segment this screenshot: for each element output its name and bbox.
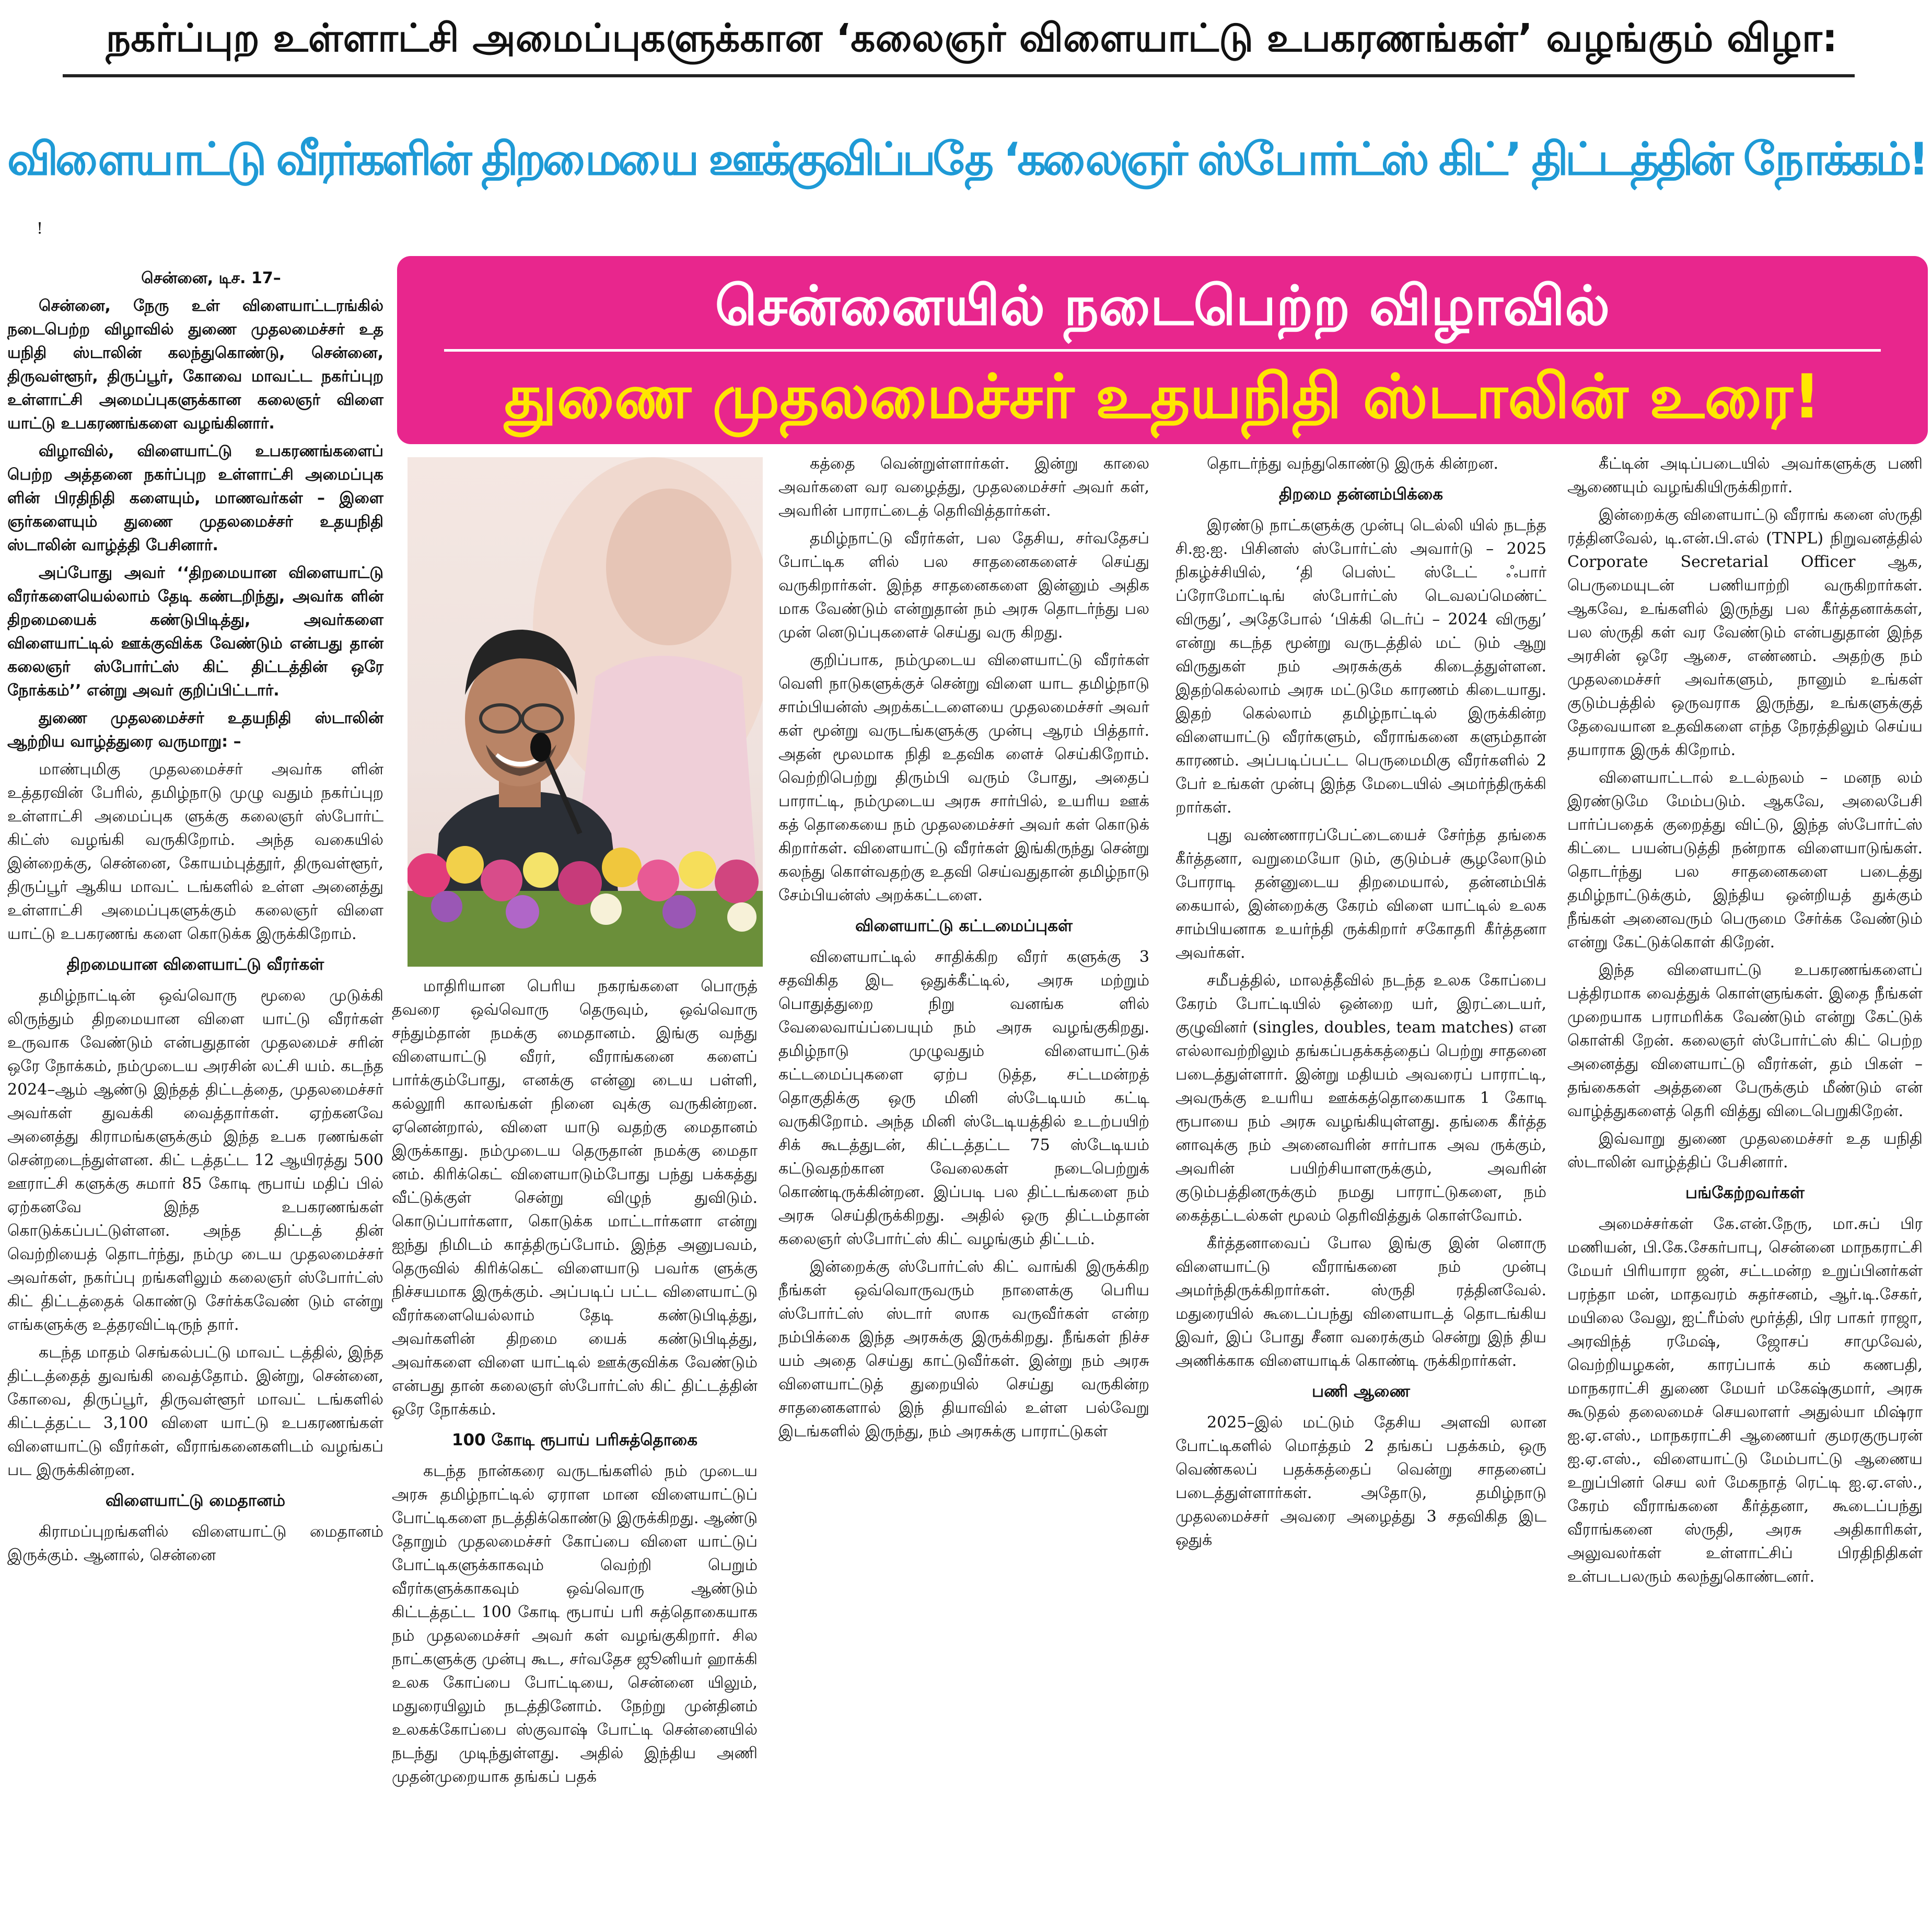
paragraph: இவ்வாறு துணை முதலமைச்சர் உத யநிதி ஸ்டாலின் வாழ்த்திப் பேசினார். bbox=[1567, 1130, 1923, 1171]
subheading: விளையாட்டு மைதானம் bbox=[105, 1491, 286, 1510]
paragraph: கடந்த மாதம் செங்கல்பட்டு மாவட் டத்தில், இந்த திட்டத்தைத் துவங்கி வைத்தோம். இன்று, சென்னை, கோவை, திருப்பூர், திருவள்ளூர் மாவட் டங்களில் கிட்டத்தட்ட 3,100 விளை யாட்டு உபகரணங்கள் விளையாட்டு வீரர்கள், வீராங்கனைகளிடம் வழங்கப் பட இருக்கின்றன. bbox=[7, 1343, 383, 1479]
paragraph: தமிழ்நாட்டு வீரர்கள், பல தேசிய, சர்வதேசப் போட்டிக ளில் பல சாதனைகளைச் செய்து வருகிறார்கள். இந்த சாதனைகளை இன்னும் அதிக மாக வேண்டும் என்றுதான் நம் அரசு தொடர்ந்து பல முன் னெடுப்புகளைச் செய்து வரு கிறது. bbox=[778, 529, 1149, 642]
paragraph: அப்போது அவர் ‘‘திறமையான விளையாட்டு வீரர்களையெல்லாம் தேடி கண்டறிந்து, அவர்க ளின் திறமையைக் கண்டுபிடித்து, அவர்களை விளையாட்டில் ஊக்குவிக்க வேண்டும் என்பது தான் கலைஞர் ஸ்போர்ட்ஸ் கிட் திட்டத்தின் ஒரே நோக்கம்’’ என்று அவர் குறிப்பிட்டார். bbox=[7, 564, 383, 700]
main-headline: விளையாட்டு வீரர்களின் திறமையை ஊக்குவிப்பதே ‘கலைஞர் ஸ்போர்ட்ஸ் கிட்’ திட்டத்தின் நோக்கம்! bbox=[7, 133, 1926, 185]
speaker-photo bbox=[408, 457, 763, 967]
column-4 bbox=[1176, 452, 1546, 1556]
subheading: 100 கோடி ரூபாய் பரிசுத்தொகை bbox=[451, 1431, 698, 1449]
kicker-rule bbox=[63, 74, 1855, 77]
paragraph: கடந்த நான்கரை வருடங்களில் நம் முடைய அரசு தமிழ்நாட்டில் ஏராள மான விளையாட்டுப் போட்டிகளை நடத்திக்கொண்டு இருக்கிறது. ஆண்டு தோறும் முதலமைச்சர் கோப்பை விளை யாட்டுப் போட்டிகளுக்காகவும் வெற்றி பெறும் வீரர்களுக்காகவும் ஒவ்வொரு ஆண்டும் கிட்டத்தட்ட 100 கோடி ரூபாய் பரி சுத்தொகையாக நம் முதலமைச்சர் அவர் கள் வழங்குகிறார். சில நாட்களுக்கு முன்பு கூட, சர்வதேச ஜூனியர் ஹாக்கி உலக கோப்பை போட்டியை, சென்னை யிலும், மதுரையிலும் நடத்தினோம். நேற்று முன்தினம் உலகக்கோப்பை ஸ்குவாஷ் போட்டி சென்னையில் நடந்து முடிந்துள்ளது. அதில் இந்திய அணி முதன்முறையாக தங்கப் பதக் bbox=[392, 1462, 758, 1786]
subheading: பங்கேற்றவர்கள் bbox=[1685, 1184, 1805, 1202]
banner-line-1: சென்னையில் நடைபெற்ற விழாவில் bbox=[715, 274, 1610, 338]
banner-line-2: துணை முதலமைச்சர் உதயநிதி ஸ்டாலின் உரை! bbox=[504, 362, 1821, 432]
paragraph: இன்றைக்கு விளையாட்டு வீராங் கனை ஸ்ருதி ரத்தினவேல், டி.என்.பி.எல் (TNPL) நிறுவனத்தில் Corporate Secretarial Officer ஆக, பெருமையுடன் பணியாற்றி வருகிறார்கள். ஆகவே, உங்களில் இருந்து பல கீர்த்தனாக்கள், பல ஸ்ருதி கள் வர வேண்டும் என்பதுதான் இந்த அரசின் ஒரே ஆசை, எண்ணம். அதற்கு நம் முதலமைச்சர் அவர்களும், நானும் உங்கள் குடும்பத்தில் ஒருவராக இருந்து, உங்களுக்குத் தேவையான உதவிகளை எந்த நேரத்திலும் செய்ய தயாராக இருக் கிறோம். bbox=[1567, 506, 1923, 759]
column-1 bbox=[7, 266, 383, 1571]
paragraph: குறிப்பாக, நம்முடைய விளையாட்டு வீரர்கள் வெளி நாடுகளுக்குச் சென்று விளை யாட தமிழ்நாடு சாம்பியன்ஸ் அறக்கட்டளையை முதலமைச்சர் அவர் கள் மூன்று வருடங்களுக்கு முன்பு ஆரம் பித்தார். அதன் மூலமாக நிதி உதவிக ளைச் செய்கிறோம். வெற்றிபெற்று திரும்பி வரும் போது, அதைப் பாராட்டி, நம்முடைய அரசு சார்பில், உயரிய ஊக் கத் தொகையை நம் முதலமைச்சர் அவர் கள் கொடுக் கிறார்கள். விளையாட்டு வீரர்கள் இங்கிருந்து சென்று கலந்து கொள்வதற்கு உதவி செய்வதுதான் தமிழ்நாடு சேம்பியன்ஸ் அறக்கட்டளை. bbox=[778, 651, 1149, 904]
banner-rule bbox=[444, 349, 1881, 352]
paragraph: இன்றைக்கு ஸ்போர்ட்ஸ் கிட் வாங்கி இருக்கிற நீங்கள் ஒவ்வொருவரும் நாளைக்கு பெரிய ஸ்போர்ட்ஸ் ஸ்டார் ஸாக வருவீர்கள் என்ற நம்பிக்கை இந்த அரசுக்கு இருக்கிறது. நீங்கள் நிச்ச யம் அதை செய்து காட்டுவீர்கள். இன்று நம் அரசு விளையாட்டுத் துறையில் செய்து வருகின்ற சாதனைகளால் இந் தியாவில் உள்ள பல்வேறு இடங்களில் இருந்து, நம் அரசுக்கு பாராட்டுகள் bbox=[778, 1258, 1149, 1441]
dateline: சென்னை, டிச. 17– bbox=[141, 269, 281, 287]
subheading: திறமையான விளையாட்டு வீரர்கள் bbox=[66, 955, 324, 974]
subheading: திறமை தன்னம்பிக்கை bbox=[1278, 485, 1444, 504]
paragraph: விழாவில், விளையாட்டு உபகரணங்களைப் பெற்ற அத்தனை நகர்ப்புற உள்ளாட்சி அமைப்புக ளின் பிரதிநிதி களையும், மாணவர்கள் – இளை ஞர்களையும் துணை முதலமைச்சர் உதயநிதி ஸ்டாலின் வாழ்த்தி பேசினார். bbox=[7, 442, 383, 554]
column-2 bbox=[392, 974, 758, 1793]
pink-banner bbox=[397, 256, 1928, 444]
lead-paragraph: சென்னை, நேரு உள் விளையாட்டரங்கில் நடைபெற்ற விழாவில் துணை முதலமைச்சர் உத யநிதி ஸ்டாலின் கலந்துகொண்டு, சென்னை, திருவள்ளூர், திருப்பூர், கோவை மாவட்ட நகர்ப்புற உள்ளாட்சி அமைப்புகளுக்கான கலைஞர் விளை யாட்டு உபகரணங்களை வழங்கினார். bbox=[7, 297, 383, 433]
paragraph: அமைச்சர்கள் கே.என்.நேரு, மா.சுப் பிர மணியன், பி.கே.சேகர்பாபு, சென்னை மாநகராட்சி மேயர் பிரியாரா ஜன், சட்டமன்ற உறுப்பினர்கள் பரந்தா மன், மாதவரம் சுதர்சனம், ஆர்.டி.சேகர், மயிலை வேலு, ஐட்ரீம்ஸ் மூர்த்தி, பிர பாகர் ராஜா, அரவிந்த் ரமேஷ், ஜோசப் சாமுவேல், வெற்றியழகன், காரப்பாக் கம் கணபதி, மாநகராட்சி துணை மேயர் மகேஷ்குமார், அரசு கூடுதல் தலைமைச் செயலாளர் அதுல்யா மிஷ்ரா ஐ.ஏ.எஸ்., மாநகராட்சி ஆணையர் குமரகுருபரன் ஐ.ஏ.எஸ்., விளையாட்டு மேம்பாட்டு ஆணைய உறுப்பினர் செய லர் மேகநாத் ரெட்டி ஐ.ஏ.எஸ்., கேரம் வீராங்கனை கீர்த்தனா, கூடைப்பந்து வீராங்கனை ஸ்ருதி, அரசு அதிகாரிகள், அலுவலர்கள் உள்ளாட்சிப் பிரதிநிதிகள் உள்படபலரும் கலந்துகொண்டனர். bbox=[1567, 1215, 1923, 1586]
subheading: விளையாட்டு கட்டமைப்புகள் bbox=[855, 916, 1073, 935]
paragraph: தமிழ்நாட்டின் ஒவ்வொரு மூலை முடுக்கி லிருந்தும் திறமையான விளை யாட்டு வீரர்கள் உருவாக வேண்டும் என்பதுதான் முதலமைச் சரின் ஒரே நோக்கம், நம்முடைய அரசின் லட்சி யம். கடந்த 2024–ஆம் ஆண்டு இந்தத் திட்டத்தை, முதலமைச்சர் அவர்கள் துவக்கி வைத்தார்கள். ஏற்கனவே அனைத்து கிராமங்களுக்கும் இந்த உபக ரணங்கள் சென்றடைந்துள்ளன. கிட் டத்தட்ட 12 ஆயிரத்து 500 ஊராட்சி களுக்கு சுமார் 85 கோடி ரூபாய் மதிப் பில் ஏற்கனவே இந்த உபகரணங்கள் கொடுக்கப்பட்டுள்ளன. அந்த திட்டத் தின் வெற்றியைத் தொடர்ந்து, நம்மு டைய முதலமைச்சர் அவர்கள், நகர்ப்பு றங்களிலும் கலைஞர் ஸ்போர்ட்ஸ் கிட் திட்டத்தைக் கொண்டு சேர்க்கவேண் டும் என்று எங்களுக்கு உத்தரவிட்டிருந் தார். bbox=[7, 987, 383, 1334]
paragraph: இந்த விளையாட்டு உபகரணங்களைப் பத்திரமாக வைத்துக் கொள்ளுங்கள். இதை நீங்கள் முறையாக பராமரிக்க வேண்டும் என்று கேட்டுக் கொள்கி றேன். கலைஞர் ஸ்போர்ட்ஸ் கிட் பெற்ற அனைத்து விளையாட்டு வீரர்கள், தம் பிகள் – தங்கைகள் அத்தனை பேருக்கும் மீண்டும் என் வாழ்த்துகளைத் தெரி வித்து விடைபெறுகிறேன். bbox=[1567, 961, 1923, 1120]
kicker-headline: நகர்ப்புற உள்ளாட்சி அமைப்புகளுக்கான ‘கலைஞர் விளையாட்டு உபகரணங்கள்’ வழங்கும் விழா: bbox=[106, 16, 1838, 61]
paragraph: தொடர்ந்து வந்துகொண்டு இருக் கின்றன. bbox=[1207, 455, 1499, 473]
paragraph: கீட்டின் அடிப்படையில் அவர்களுக்கு பணி ஆணையும் வழங்கியிருக்கிறார். bbox=[1567, 455, 1923, 496]
stray-mark: ! bbox=[37, 219, 43, 238]
paragraph: கிராமப்புறங்களில் விளையாட்டு மைதானம் இருக்கும். ஆனால், சென்னை bbox=[7, 1523, 383, 1564]
paragraph: விளையாட்டில் சாதிக்கிற வீரர் களுக்கு 3 சதவிகித இட ஒதுக்கீட்டில், அரசு மற்றும் பொதுத்துறை நிறு வனங்க ளில் வேலைவாய்ப்பையும் நம் அரசு வழங்குகிறது. தமிழ்நாடு முழுவதும் விளையாட்டுக் கட்டமைப்புகளை ஏற்ப டுத்த, சட்டமன்றத் தொகுதிக்கு ஒரு மினி ஸ்டேடியம் கட்டி வருகிறோம். அந்த மினி ஸ்டேடியத்தில் உடற்பயிற் சிக் கூடத்துடன், கிட்டத்தட்ட 75 ஸ்டேடியம் கட்டுவதற்கான வேலைகள் நடைபெற்றுக் கொண்டிருக்கின்றன. இப்படி பல திட்டங்களை நம் அரசு செய்திருக்கிறது. அதில் ஒரு திட்டம்தான் கலைஞர் ஸ்போர்ட்ஸ் கிட் வழங்கும் திட்டம். bbox=[778, 948, 1149, 1248]
subheading: பணி ஆணை bbox=[1312, 1382, 1410, 1401]
paragraph: துணை முதலமைச்சர் உதயநிதி ஸ்டாலின் ஆற்றிய வாழ்த்துரை வருமாறு: – bbox=[7, 709, 383, 751]
paragraph: கீர்த்தனாவைப் போல இங்கு இன் னொரு விளையாட்டு வீராங்கனை நம் முன்பு அமர்ந்திருக்கிறார்கள். ஸ்ருதி ரத்தினவேல். மதுரையில் கூடைப்பந்து விளையாடத் தொடங்கிய இவர், இப் போது சீனா வரைக்கும் சென்று இந் திய அணிக்காக விளையாடிக் கொண்டி ருக்கிறார்கள். bbox=[1176, 1234, 1546, 1370]
paragraph: மாண்புமிகு முதலமைச்சர் அவர்க ளின் உத்தரவின் பேரில், தமிழ்நாடு முழு வதும் நகர்ப்புற உள்ளாட்சி அமைப்புக ளுக்கு கலைஞர் ஸ்போர்ட் கிட்ஸ் வழங்கி வருகிறோம். அந்த வகையில் இன்றைக்கு, சென்னை, கோயம்புத்தூர், திருவள்ளூர், திருப்பூர் ஆகிய மாவட் டங்களில் உள்ள அனைத்து உள்ளாட்சி அமைப்புகளுக்கும் கலைஞர் விளை யாட்டு உபகரணங் களை கொடுக்க இருக்கிறோம். bbox=[7, 760, 383, 943]
paragraph: இரண்டு நாட்களுக்கு முன்பு டெல்லி யில் நடந்த சி.ஐ.ஐ. பிசினஸ் ஸ்போர்ட்ஸ் அவார்டு – 2025 நிகழ்ச்சியில், ‘தி பெஸ்ட் ஸ்டேட் ஃபார் ப்ரோமோட்டிங் ஸ்போர்ட்ஸ் டெவலப்மெண்ட் விருது’, அதேபோல் ‘பிக்கி டெர்ப் – 2024 விருது’ என்று கடந்த மூன்று வருடத்தில் மட் டும் ஆறு விருதுகள் நம் அரசுக்குக் கிடைத்துள்ளன. இதற்கெல்லாம் அரசு மட்டுமே காரணம் கிடையாது. இதற் கெல்லாம் தமிழ்நாட்டில் இருக்கின்ற விளையாட்டு வீரர்களும், வீராங்கனை களும்தான் காரணம். அப்படிப்பட்ட பெருமைமிகு வீரர்களில் 2 பேர் உங்கள் முன்பு இந்த மேடையில் அமர்ந்திருக்கி றார்கள். bbox=[1176, 516, 1546, 817]
paragraph: கத்தை வென்றுள்ளார்கள். இன்று காலை அவர்களை வர வழைத்து, முதலமைச்சர் அவர் கள், அவரின் பாராட்டைத் தெரிவித்தார்கள். bbox=[778, 455, 1149, 520]
paragraph: விளையாட்டால் உடல்நலம் – மனந லம் இரண்டுமே மேம்படும். ஆகவே, அலைபேசி பார்ப்பதைக் குறைத்து விட்டு, இந்த ஸ்போர்ட்ஸ் கிட்டை பயன்படுத்தி நன்றாக விளையாடுங்கள். தொடர்ந்து பல சாதனைகளை படைத்து தமிழ்நாட்டுக்கும், இந்திய ஒன்றியத் துக்கும் நீங்கள் அனைவரும் பெருமை சேர்க்க வேண்டும் என்று கேட்டுக்கொள் கிறேன். bbox=[1567, 769, 1923, 952]
paragraph: புது வண்ணாரப்பேட்டையைச் சேர்ந்த தங்கை கீர்த்தனா, வறுமையோ டும், குடும்பச் சூழலோடும் போராடி தன்னுடைய திறமையால், தன்னம்பிக் கையால், இன்றைக்கு கேரம் விளை யாட்டில் உலக சாம்பியனாக உயர்ந்தி ருக்கிறார் சகோதரி கீர்த்தனா அவர்கள். bbox=[1176, 826, 1546, 962]
column-3 bbox=[778, 452, 1149, 1447]
paragraph: சமீபத்தில், மாலத்தீவில் நடந்த உலக கோப்பை கேரம் போட்டியில் ஒன்றை யர், இரட்டையர், குழுவினர் (singles, doubles, team matches) என எல்லாவற்றிலும் தங்கப்பதக்கத்தைப் பெற்று சாதனை படைத்துள்ளார். இன்று மதியம் அவரைப் பாராட்டி, அவருக்கு உயரிய ஊக்கத்தொகையாக 1 கோடி ரூபாயை நம் அரசு வழங்கியுள்ளது. தங்கை கீர்த்த னாவுக்கு நம் அனைவரின் சார்பாக அவ ருக்கும், அவரின் பயிற்சியாளருக்கும், அவரின் குடும்பத்தினருக்கும் நமது பாராட்டுகளை, நம் கைத்தட்டல்கள் மூலம் தெரிவித்துக் கொள்வோம். bbox=[1176, 971, 1546, 1225]
paragraph: 2025–இல் மட்டும் தேசிய அளவி லான போட்டிகளில் மொத்தம் 2 தங்கப் பதக்கம், ஒரு வெண்கலப் பதக்கத்தைப் வென்று சாதனைப் படைத்துள்ளார்கள். அதோடு, தமிழ்நாடு முதலமைச்சர் அவரை அழைத்து 3 சதவிகித இட ஒதுக் bbox=[1176, 1413, 1546, 1549]
paragraph: மாதிரியான பெரிய நகரங்களை பொருத் தவரை ஒவ்வொரு தெருவும், ஒவ்வொரு சந்தும்தான் நமக்கு மைதானம். இங்கு வந்து விளையாட்டு வீரர், வீராங்கனை களைப் பார்க்கும்போது, எனக்கு என்னு டைய பள்ளி, கல்லூரி காலங்கள் நினை வுக்கு வருகின்றன. ஏனென்றால், விளை யாடு வதற்கு மைதானம் இருக்காது. நம்முடைய தெருதான் நமக்கு மைதா னம். கிரிக்கெட் விளையாடும்போது பந்து பக்கத்து வீட்டுக்குள் சென்று விழுந் துவிடும். கொடுப்பார்களா, கொடுக்க மாட்டார்களா என்று ஐந்து நிமிடம் காத்திருப்போம். இந்த அனுபவம், தெருவில் கிரிக்கெட் விளையாடு பவர்க ளுக்கு நிச்சயமாக இருக்கும். அப்படிப் பட்ட விளையாட்டு வீரர்களையெல்லாம் தேடி கண்டுபிடித்து, அவர்களின் திறமை யைக் கண்டுபிடித்து, அவர்களை விளை யாட்டில் ஊக்குவிக்க வேண்டும் என்பது தான் கலைஞர் ஸ்போர்ட்ஸ் கிட் திட்டத்தின் ஒரே நோக்கம். bbox=[392, 977, 758, 1419]
column-5 bbox=[1567, 452, 1923, 1593]
speaker-photo-illustration bbox=[408, 457, 763, 967]
